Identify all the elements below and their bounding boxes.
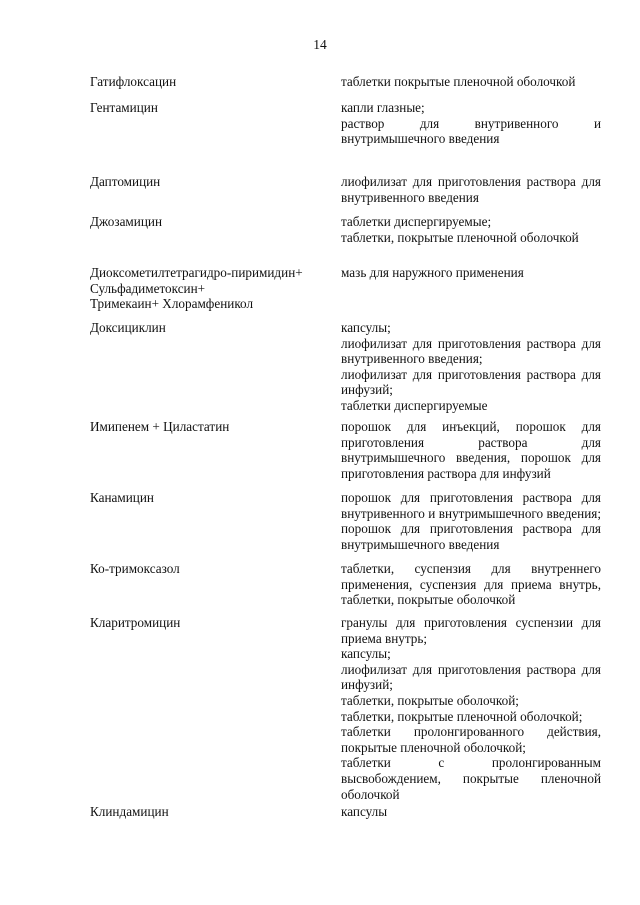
dosage-form [341,419,601,481]
dosage-form-line: таблетки, покрытые пленочной оболочкой; [341,708,583,724]
drug-name-line: Диоксометилтетрагидро-пиримидин+ [90,265,303,280]
drug-name-line: Кларитромицин [90,615,181,630]
dosage-form-line: мазь для наружного применения [341,265,524,280]
drug-name-line: Гентамицин [90,100,158,115]
dosage-form-line: покрытые пленочной оболочкой; [341,739,526,755]
dosage-form-line: таблетки покрытые пленочной оболочкой [341,74,576,89]
dosage-form [341,74,601,90]
dosage-form-line: порошок для приготовления раствора для [341,490,601,505]
dosage-form-line: таблетки, покрытые оболочкой [341,592,516,608]
dosage-form-line: внутримышечного введения [341,131,500,147]
dosage-form-line: раствор для внутривенного и [341,115,601,131]
dosage-form-line: лиофилизат для приготовления раствора для [341,366,601,382]
drug-name-line: Канамицин [90,490,154,505]
dosage-form-line: приготовления раствора для инфузий [341,465,551,481]
dosage-form [341,265,601,281]
drug-name [90,265,325,312]
dosage-form-line: капсулы [341,804,388,819]
dosage-form-line: приготовления раствора для [341,434,601,450]
drug-name-line: Ко-тримоксазол [90,561,180,576]
dosage-form-line: таблетки, покрытые пленочной оболочкой [341,229,579,245]
dosage-form-line: приема внутрь; [341,630,428,646]
page-number: 14 [313,37,327,52]
dosage-form-line: таблетки диспергируемые; [341,214,492,229]
dosage-form [341,320,601,414]
dosage-form-line: капсулы; [341,646,391,662]
drug-name [90,74,325,90]
drug-name [90,804,325,820]
drug-name [90,490,325,506]
dosage-form [341,804,601,820]
dosage-form-line: гранулы для приготовления суспензии для [341,615,601,630]
dosage-form-line: капсулы; [341,320,391,335]
dosage-form-line: таблетки пролонгированного действия, [341,724,601,740]
drug-name-line: Гатифлоксацин [90,74,177,89]
drug-name-line: Клиндамицин [90,804,169,819]
dosage-form [341,100,601,147]
drug-name [90,214,325,230]
dosage-form-line: таблетки, покрытые оболочкой; [341,692,519,708]
dosage-form-line: таблетки, суспензия для внутреннего [341,561,601,576]
dosage-form-line: внутривенного и внутримышечного введения; [341,505,601,521]
drug-name-line: Даптомицин [90,174,161,189]
dosage-form-line: порошок для приготовления раствора для [341,521,601,537]
drug-name [90,561,325,577]
dosage-form [341,490,601,552]
dosage-form-line: капли глазные; [341,100,425,115]
drug-name [90,419,325,435]
drug-name-line: Имипенем + Циластатин [90,419,230,434]
dosage-form-line: порошок для инъекций, порошок для [341,419,601,434]
dosage-form-line: внутривенного введения [341,189,479,205]
dosage-form-line: оболочкой [341,786,400,802]
drug-name [90,100,325,116]
drug-name-line: Сульфадиметоксин+ [90,280,206,296]
dosage-form-line: таблетки диспергируемые [341,397,488,413]
dosage-form [341,561,601,608]
dosage-form-line: применения, суспензия для приема внутрь, [341,576,601,592]
dosage-form-line: высвобождением, покрытые пленочной [341,770,601,786]
dosage-form-line: лиофилизат для приготовления раствора для [341,661,601,677]
drug-name [90,320,325,336]
drug-name-line: Доксициклин [90,320,166,335]
dosage-form-line: таблетки с пролонгированным [341,755,601,771]
dosage-form-line: лиофилизат для приготовления раствора для [341,174,601,189]
dosage-form-line: внутримышечного введения [341,536,500,552]
dosage-form-line: лиофилизат для приготовления раствора для [341,335,601,351]
dosage-form-line: инфузий; [341,382,393,398]
dosage-form [341,214,601,245]
dosage-form-line: инфузий; [341,677,393,693]
dosage-form-line: внутримышечного введения, порошок для [341,450,601,466]
drug-name [90,174,325,190]
drug-name [90,615,325,631]
dosage-form-line: внутривенного введения; [341,351,483,367]
drug-name-line: Тримекаин+ Хлорамфеникол [90,296,254,312]
dosage-form [341,615,601,802]
dosage-form [341,174,601,205]
drug-name-line: Джозамицин [90,214,163,229]
